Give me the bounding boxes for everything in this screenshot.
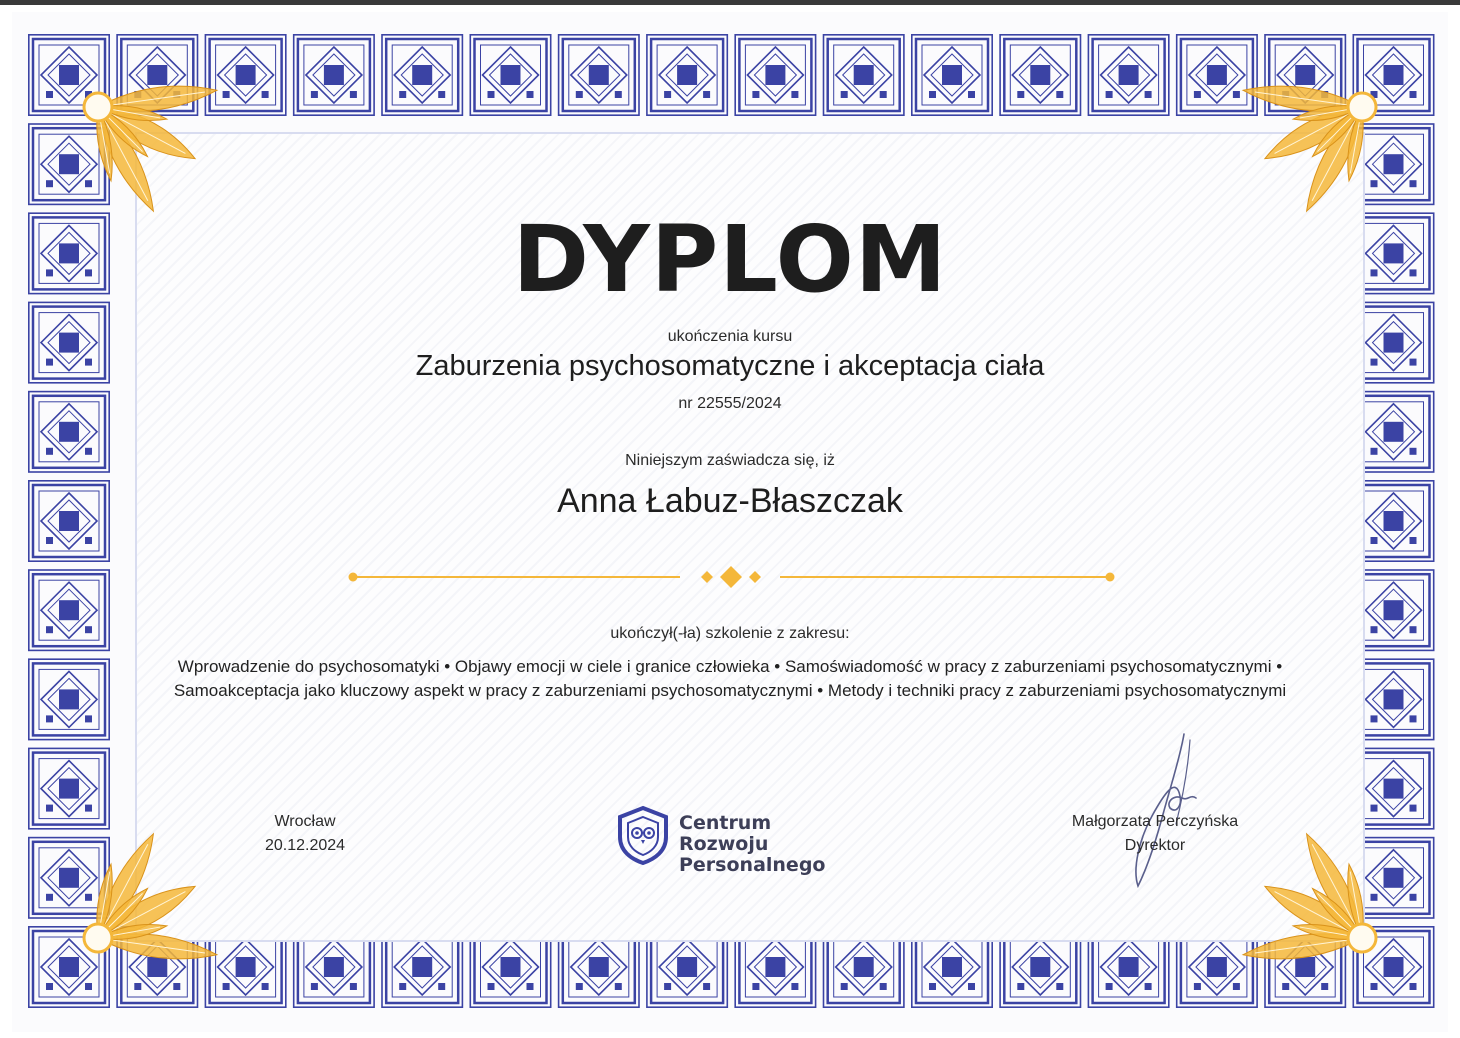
owl-shield-logo-icon [615, 805, 671, 865]
training-topics: Wprowadzenie do psychosomatyki • Objawy emocji w ciele i granice człowieka • Samoświadomość w pracy z zaburzeniami psychosomatycznymi • Samoakceptacja jako kluczowy aspekt w pracy z zaburzeniami psychosomatycznymi • Metody i techniki pracy z zaburzeniami psychosomatycznymi [173, 657, 1287, 700]
geometric-square-tile-icon [29, 659, 109, 739]
window-top-bar [0, 0, 1460, 5]
golden-leaf-ornament-icon [80, 800, 240, 960]
course-name: Zaburzenia psychosomatyczne i akceptacja ciała [415, 350, 1045, 382]
geometric-square-tile-icon [735, 35, 815, 115]
completed-text: ukończył(-ła) szkolenie z zakresu: [610, 625, 850, 642]
gold-separator [340, 565, 1120, 589]
organization-name-line1: Centrum Rozwoju [679, 812, 772, 855]
issue-date: 20.12.2024 [264, 837, 346, 854]
geometric-square-tile-icon [824, 35, 904, 115]
issue-place: Wrocław [274, 813, 336, 830]
certificate-number: nr 22555/2024 [678, 395, 782, 412]
golden-leaf-ornament-icon [1220, 85, 1380, 245]
geometric-square-tile-icon [1088, 35, 1168, 115]
signatory-role: Dyrektor [1124, 837, 1186, 854]
geometric-square-tile-icon [647, 35, 727, 115]
geometric-square-tile-icon [559, 35, 639, 115]
golden-leaf-ornament-icon [1220, 800, 1380, 960]
organization-name-line2: Personalnego [679, 854, 826, 876]
geometric-square-tile-icon [1353, 659, 1433, 739]
certificate-title: DYPLOM [512, 206, 948, 313]
organization-logo [615, 805, 865, 876]
signatory-name: Małgorzata Perczyńska [1071, 813, 1239, 830]
geometric-square-tile-icon [470, 35, 550, 115]
geometric-square-tile-icon [912, 35, 992, 115]
geometric-square-tile-icon [294, 35, 374, 115]
golden-leaf-ornament-icon [80, 85, 240, 245]
geometric-square-tile-icon [382, 35, 462, 115]
geometric-square-tile-icon [1000, 35, 1080, 115]
handwritten-signature-icon [1110, 728, 1220, 893]
certify-text: Niniejszym zaświadcza się, iż [625, 452, 835, 469]
recipient-name: Anna Łabuz-Błaszczak [557, 482, 903, 520]
certificate-subtitle: ukończenia kursu [667, 328, 793, 345]
